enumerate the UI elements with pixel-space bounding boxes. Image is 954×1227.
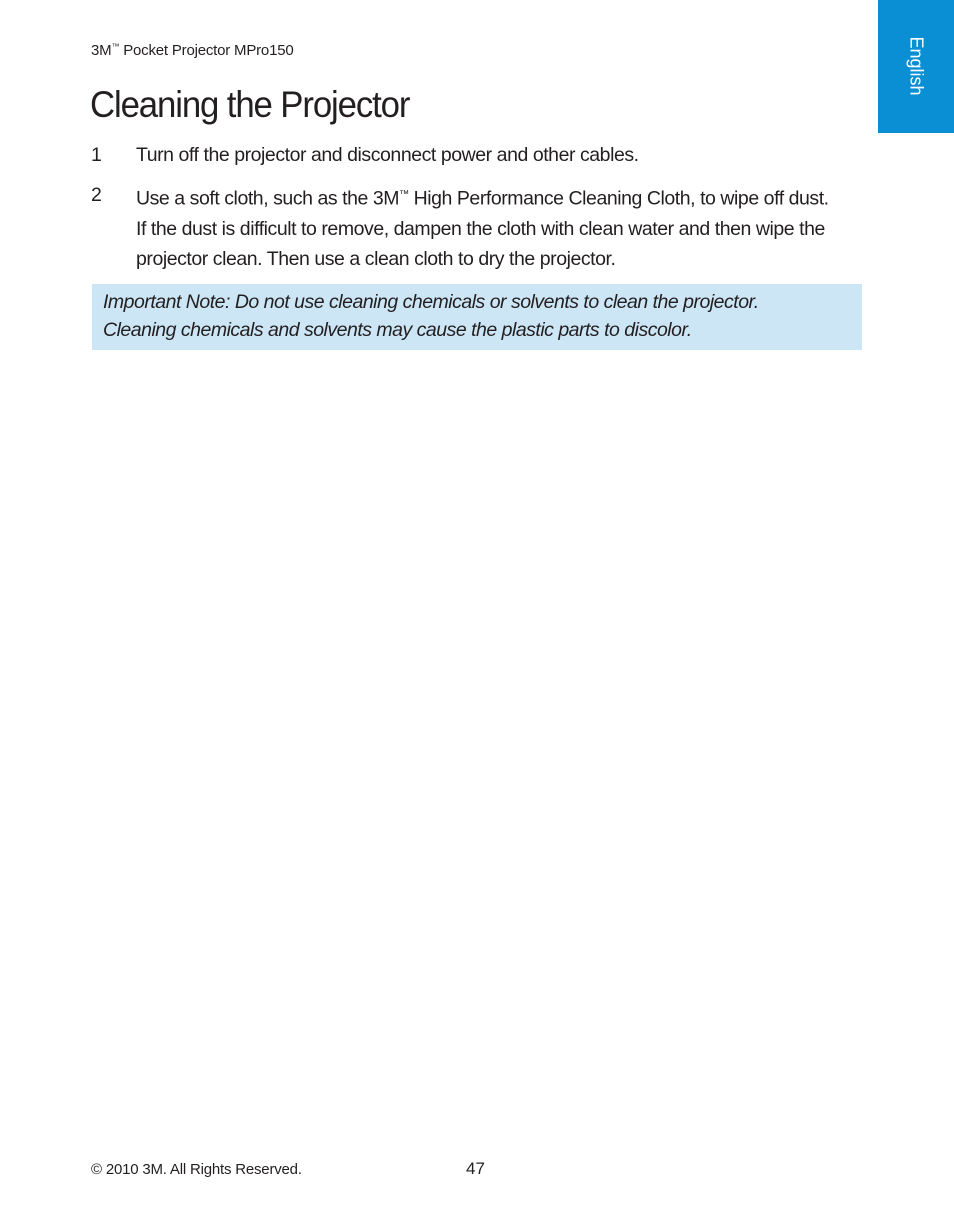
step-line-prefix: Use a soft cloth, such as the 3M xyxy=(136,187,400,210)
header-product-prefix: 3M xyxy=(91,42,112,59)
step-line: Turn off the projector and disconnect power and other cables. xyxy=(136,144,639,166)
running-header xyxy=(91,42,294,59)
step-text xyxy=(136,140,856,170)
step-line xyxy=(136,180,856,214)
important-note xyxy=(92,284,862,350)
step-line: projector clean. Then use a clean cloth to dry the projector. xyxy=(136,247,616,270)
step-number: 2 xyxy=(91,184,102,206)
language-tab xyxy=(878,0,954,133)
step-text xyxy=(136,180,856,274)
page-title: Cleaning the Projector xyxy=(90,84,410,125)
page-number: 47 xyxy=(466,1159,485,1178)
header-trademark: ™ xyxy=(111,42,120,51)
copyright-text: © 2010 3M. All Rights Reserved. xyxy=(91,1161,302,1178)
language-tab-label: English xyxy=(906,36,927,96)
step-trademark: ™ xyxy=(399,189,409,200)
step-line-suffix: High Performance Cleaning Cloth, to wipe off dust. xyxy=(408,187,829,210)
note-line: Cleaning chemicals and solvents may cause the plastic parts to discolor. xyxy=(103,319,692,341)
header-product-suffix: Pocket Projector MPro150 xyxy=(119,42,294,59)
step-number: 1 xyxy=(91,144,102,166)
note-line: Important Note: Do not use cleaning chemicals or solvents to clean the projector. xyxy=(103,291,759,313)
step-line: If the dust is difficult to remove, dampen the cloth with clean water and then wipe the xyxy=(136,217,825,240)
